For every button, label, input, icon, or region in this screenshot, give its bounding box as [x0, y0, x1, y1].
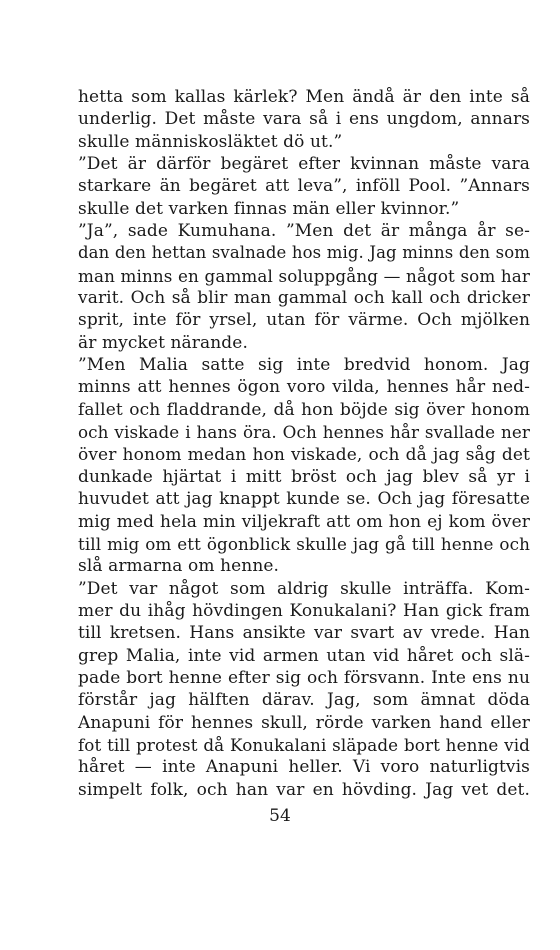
text-line: sprit, inte för yrsel, utan för värme. Och mjölken — [78, 310, 530, 331]
text-line: ”Men Malia satte sig inte bredvid honom. Jag — [78, 355, 530, 376]
text-line: hetta som kallas kärlek? Men ändå är den inte så — [78, 87, 530, 107]
text-line: varit. Och så blir man gammal och kall och dricker — [78, 288, 530, 309]
text-line: dunkade hjärtat i mitt bröst och jag blev så yr i — [78, 466, 530, 487]
text-line: är mycket närande. — [78, 332, 248, 353]
text-line: skulle människosläktet dö ut.” — [78, 131, 343, 152]
text-line: man minns en gammal soluppgång — något som har — [78, 265, 530, 286]
text-line: simpelt folk, och han var en hövding. Jag vet det. — [78, 779, 530, 800]
text-line: pade bort henne efter sig och försvann. Inte ens nu — [78, 667, 530, 688]
text-line: minns att hennes ögon voro vilda, hennes hår ned- — [78, 377, 530, 398]
text-line: ”Ja”, sade Kumuhana. ”Men det är många år se- — [78, 221, 530, 242]
body-text — [78, 86, 530, 801]
text-line: till mig om ett ögonblick skulle jag gå till henne och — [78, 533, 530, 554]
text-line: huvudet att jag knappt kunde se. Och jag föresatte — [78, 489, 530, 510]
text-line: och viskade i hans öra. Och hennes hår svallade ner — [78, 422, 530, 443]
text-line: Anapuni för hennes skull, rörde varken hand eller — [78, 712, 530, 733]
text-line: dan den hettan svalnade hos mig. Jag minns den som — [78, 243, 530, 263]
text-line: skulle det varken finnas män eller kvinnor.” — [78, 198, 460, 219]
text-line: fallet och fladdrande, då hon böjde sig över honom — [78, 399, 530, 420]
text-line: fot till protest då Konukalani släpade bort henne vid — [78, 734, 530, 755]
text-line: grep Malia, inte vid armen utan vid håret och slä- — [78, 645, 530, 666]
text-line: mig med hela min viljekraft att om hon ej kom över — [78, 511, 530, 532]
text-line: förstår jag hälften därav. Jag, som ämnat döda — [78, 690, 530, 711]
text-line: underlig. Det måste vara så i ens ungdom, annars — [78, 109, 530, 130]
text-line: ”Det är därför begäret efter kvinnan måste vara — [78, 154, 530, 175]
page-number: 54 — [269, 806, 291, 826]
text-line: mer du ihåg hövdingen Konukalani? Han gick fram — [78, 600, 530, 621]
text-line: till kretsen. Hans ansikte var svart av vrede. Han — [78, 623, 530, 644]
text-line: håret — inte Anapuni heller. Vi voro naturligtvis — [78, 757, 530, 778]
text-line: starkare än begäret att leva”, inföll Pool. ”Annars — [78, 176, 530, 197]
text-line: över honom medan hon viskade, och då jag såg det — [78, 444, 530, 465]
text-line: ”Det var något som aldrig skulle inträffa. Kom- — [78, 578, 530, 599]
text-line: slå armarna om henne. — [78, 556, 280, 577]
